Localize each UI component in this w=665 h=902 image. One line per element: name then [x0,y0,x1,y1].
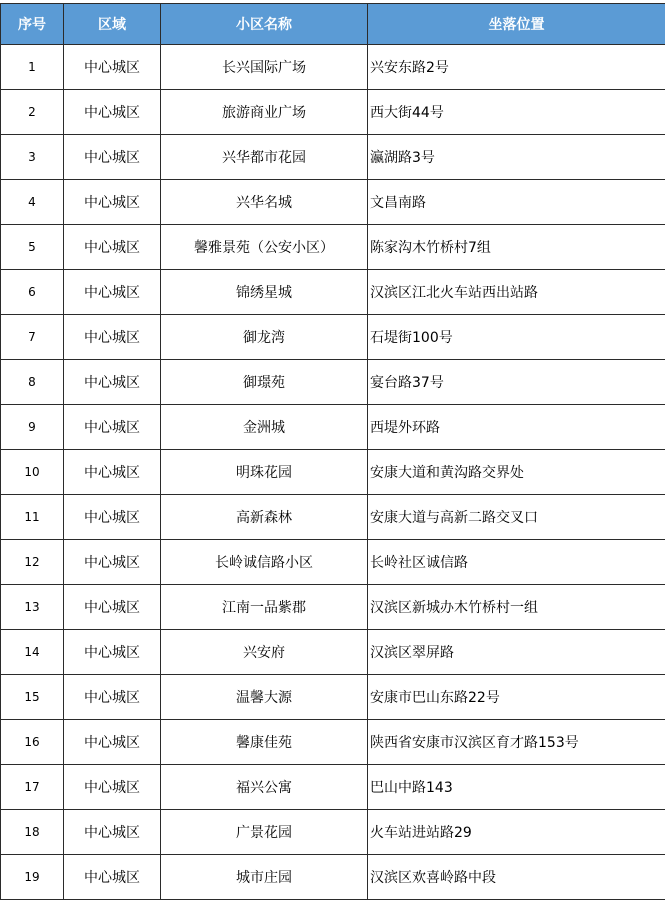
cell-no: 3 [1,135,64,180]
cell-region: 中心城区 [64,180,161,225]
table-row [1,585,665,630]
cell-community-name: 明珠花园 [161,450,368,495]
cell-community-name: 馨雅景苑（公安小区） [161,225,368,270]
cell-community-name: 温馨大源 [161,675,368,720]
cell-community-name: 江南一品紫郡 [161,585,368,630]
cell-community-name: 金洲城 [161,405,368,450]
header-no: 序号 [1,4,64,45]
table-row [1,180,665,225]
table-row [1,405,665,450]
cell-community-name: 高新森林 [161,495,368,540]
cell-no: 17 [1,765,64,810]
table-row [1,135,665,180]
cell-region: 中心城区 [64,765,161,810]
cell-no: 15 [1,675,64,720]
table-row [1,540,665,585]
cell-community-name: 御璟苑 [161,360,368,405]
cell-region: 中心城区 [64,675,161,720]
cell-community-name: 锦绣星城 [161,270,368,315]
cell-community-name: 广景花园 [161,810,368,855]
table-row [1,360,665,405]
table-row [1,495,665,540]
cell-community-name: 御龙湾 [161,315,368,360]
cell-no: 9 [1,405,64,450]
cell-location: 西大街44号 [368,90,665,135]
cell-location: 陕西省安康市汉滨区育才路153号 [368,720,665,765]
community-table-container [0,3,665,900]
cell-community-name: 兴安府 [161,630,368,675]
cell-region: 中心城区 [64,270,161,315]
table-row [1,720,665,765]
community-table [0,3,665,900]
cell-region: 中心城区 [64,450,161,495]
cell-location: 汉滨区新城办木竹桥村一组 [368,585,665,630]
cell-no: 7 [1,315,64,360]
cell-community-name: 兴华都市花园 [161,135,368,180]
cell-location: 汉滨区欢喜岭路中段 [368,855,665,900]
cell-no: 1 [1,45,64,90]
cell-location: 长岭社区诚信路 [368,540,665,585]
cell-region: 中心城区 [64,90,161,135]
table-row [1,225,665,270]
cell-region: 中心城区 [64,360,161,405]
cell-location: 安康市巴山东路22号 [368,675,665,720]
cell-location: 瀛湖路3号 [368,135,665,180]
cell-no: 13 [1,585,64,630]
header-community-name: 小区名称 [161,4,368,45]
table-row [1,450,665,495]
cell-region: 中心城区 [64,810,161,855]
table-row [1,675,665,720]
cell-location: 火车站进站路29 [368,810,665,855]
table-row [1,630,665,675]
cell-region: 中心城区 [64,585,161,630]
table-row [1,855,665,900]
cell-location: 安康大道与高新二路交叉口 [368,495,665,540]
header-location: 坐落位置 [368,4,665,45]
table-row [1,90,665,135]
cell-location: 汉滨区江北火车站西出站路 [368,270,665,315]
cell-region: 中心城区 [64,225,161,270]
cell-region: 中心城区 [64,45,161,90]
cell-no: 2 [1,90,64,135]
cell-no: 10 [1,450,64,495]
cell-region: 中心城区 [64,720,161,765]
cell-no: 4 [1,180,64,225]
table-row [1,810,665,855]
cell-region: 中心城区 [64,540,161,585]
cell-community-name: 长兴国际广场 [161,45,368,90]
cell-location: 宴台路37号 [368,360,665,405]
cell-region: 中心城区 [64,855,161,900]
cell-community-name: 兴华名城 [161,180,368,225]
cell-region: 中心城区 [64,630,161,675]
cell-no: 18 [1,810,64,855]
table-row [1,315,665,360]
table-row [1,765,665,810]
cell-region: 中心城区 [64,495,161,540]
header-region: 区域 [64,4,161,45]
cell-location: 文昌南路 [368,180,665,225]
cell-no: 5 [1,225,64,270]
cell-community-name: 馨康佳苑 [161,720,368,765]
table-body [1,45,665,900]
cell-location: 汉滨区翠屏路 [368,630,665,675]
cell-location: 安康大道和黄沟路交界处 [368,450,665,495]
table-row [1,270,665,315]
cell-location: 陈家沟木竹桥村7组 [368,225,665,270]
cell-location: 巴山中路143 [368,765,665,810]
cell-location: 西堤外环路 [368,405,665,450]
cell-no: 12 [1,540,64,585]
cell-no: 19 [1,855,64,900]
cell-no: 8 [1,360,64,405]
cell-community-name: 旅游商业广场 [161,90,368,135]
cell-community-name: 福兴公寓 [161,765,368,810]
cell-region: 中心城区 [64,135,161,180]
cell-no: 11 [1,495,64,540]
cell-location: 兴安东路2号 [368,45,665,90]
cell-region: 中心城区 [64,405,161,450]
header-row [1,4,665,45]
cell-community-name: 城市庄园 [161,855,368,900]
cell-no: 6 [1,270,64,315]
table-row [1,45,665,90]
cell-community-name: 长岭诚信路小区 [161,540,368,585]
cell-region: 中心城区 [64,315,161,360]
cell-no: 14 [1,630,64,675]
cell-location: 石堤街100号 [368,315,665,360]
cell-no: 16 [1,720,64,765]
